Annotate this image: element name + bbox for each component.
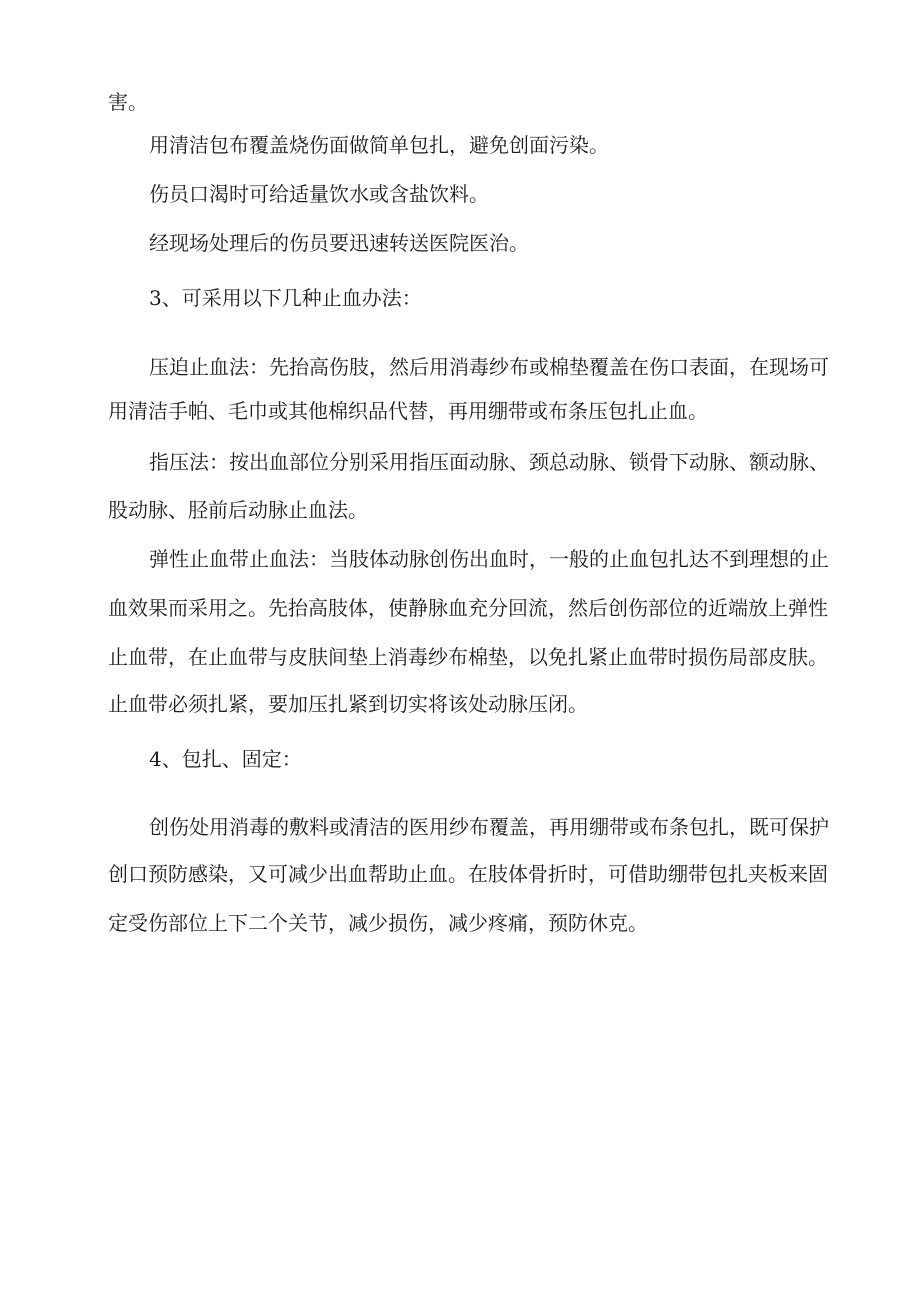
text-line-tourniquet-2: 血效果而采用之。先抬高肢体，使静脉血充分回流，然后创伤部位的近端放上弹性 — [108, 596, 828, 620]
text-line-tourniquet-1: 弹性止血带止血法：当肢体动脉创伤出血时，一般的止血包扎达不到理想的止 — [149, 547, 829, 571]
text-line-tourniquet-4: 止血带必须扎紧，要加压扎紧到切实将该处动脉压闭。 — [108, 692, 588, 716]
text-line-finger-pressure-2: 股动脉、胫前后动脉止血法。 — [108, 498, 368, 522]
text-line-burn-cover: 用清洁包布覆盖烧伤面做简单包扎，避免创面污染。 — [149, 133, 609, 157]
text-line-bandaging-2: 创口预防感染，又可减少出血帮助止血。在肢体骨折时，可借助绷带包扎夹板来固 — [108, 862, 828, 886]
text-line-drink: 伤员口渴时可给适量饮水或含盐饮料。 — [149, 182, 489, 206]
text-line-finger-pressure-1: 指压法：按出血部位分别采用指压面动脉、颈总动脉、锁骨下动脉、额动脉、 — [149, 450, 829, 474]
text-line-transfer: 经现场处理后的伤员要迅速转送医院医治。 — [149, 231, 529, 255]
text-line-bandaging-1: 创伤处用消毒的敷料或清洁的医用纱布覆盖，再用绷带或布条包扎，既可保护 — [149, 815, 829, 839]
section-heading-hemostasis: 3、可采用以下几种止血办法： — [149, 286, 422, 310]
section-heading-bandaging: 4、包扎、固定： — [149, 747, 302, 771]
text-line-continuation: 害。 — [108, 90, 148, 114]
text-line-bandaging-3: 定受伤部位上下二个关节，减少损伤，减少疼痛，预防休克。 — [108, 911, 648, 935]
text-line-compression-1: 压迫止血法：先抬高伤肢，然后用消毒纱布或棉垫覆盖在伤口表面，在现场可 — [149, 355, 829, 379]
text-line-tourniquet-3: 止血带，在止血带与皮肤间垫上消毒纱布棉垫，以免扎紧止血带时损伤局部皮肤。 — [108, 645, 828, 669]
text-line-compression-2: 用清洁手帕、毛巾或其他棉织品代替，再用绷带或布条压包扎止血。 — [108, 399, 708, 423]
